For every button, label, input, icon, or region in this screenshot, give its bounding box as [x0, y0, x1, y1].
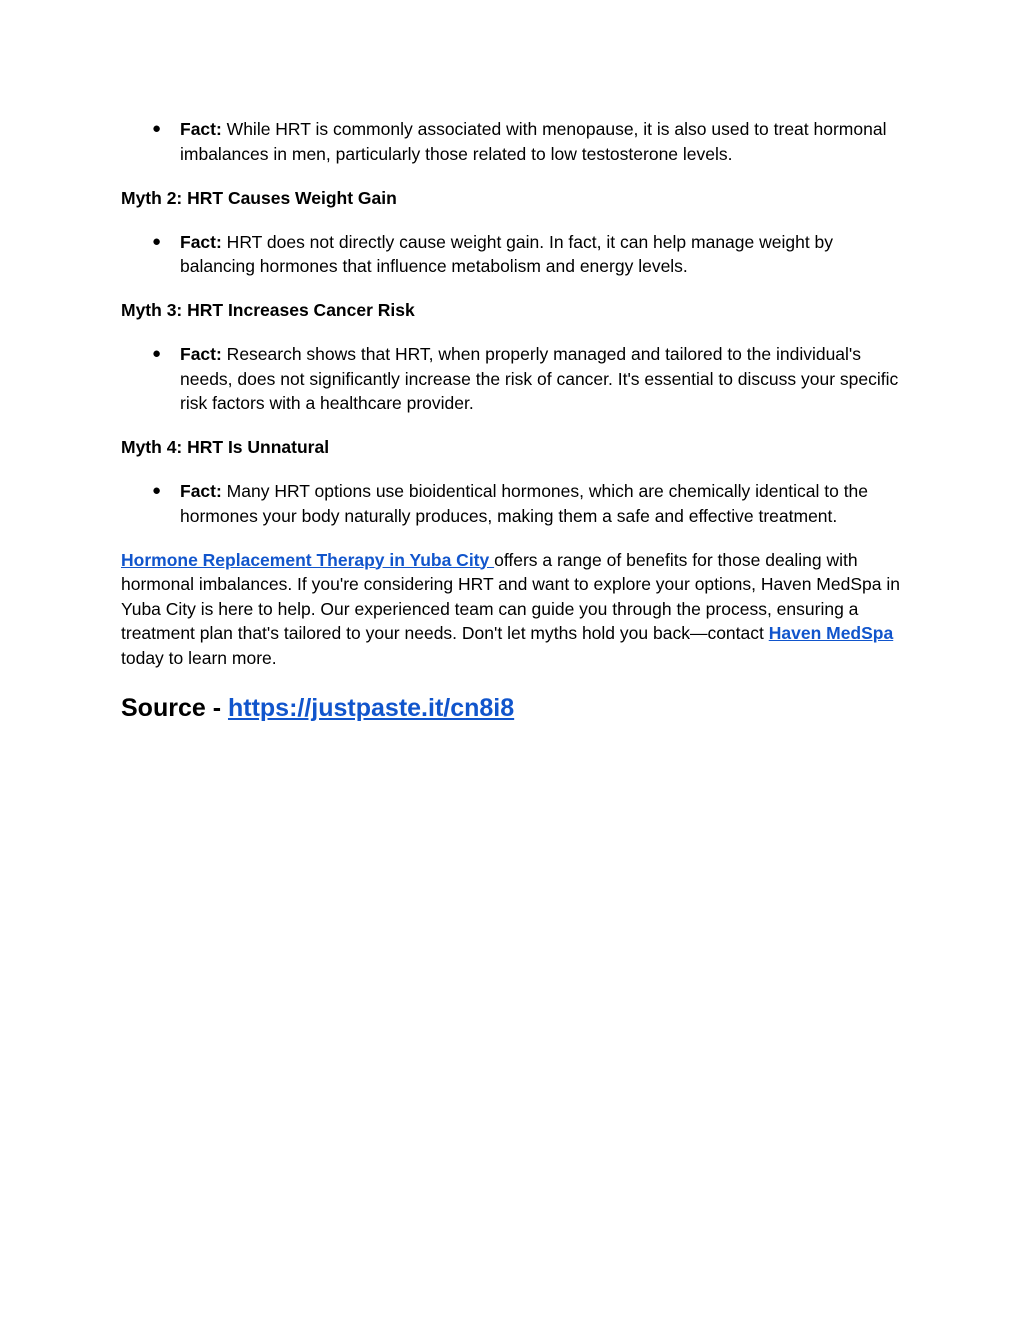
closing-text-2: today to learn more.: [121, 647, 277, 668]
bullet-icon: ●: [152, 482, 162, 499]
fact-label: Fact:: [180, 481, 222, 501]
fact-list-3: [121, 342, 911, 416]
document-content: [121, 117, 911, 724]
fact-list-4: [121, 479, 911, 528]
bullet-icon: ●: [152, 120, 162, 137]
fact-item: [121, 117, 911, 166]
source-url-link[interactable]: https://justpaste.it/cn8i8: [227, 694, 515, 722]
closing-text-1: offers a range of benefits for those dealing with hormonal imbalances. If you're considering HRT and want to explore your options, Haven MedSpa in Yuba City is here to help. Our experienced team can guide you through the process, ensuring a treatment plan that's tailored to your needs. Don't let myths hold you back—contact: [121, 549, 900, 643]
hrt-yuba-city-link[interactable]: Hormone Replacement Therapy in Yuba City: [121, 549, 495, 570]
myth-2-heading: Myth 2: HRT Causes Weight Gain: [121, 187, 397, 208]
bullet-icon: ●: [152, 345, 162, 362]
myth-3-heading: Myth 3: HRT Increases Cancer Risk: [121, 300, 415, 320]
bullet-icon: ●: [152, 232, 162, 250]
fact-item: [121, 230, 911, 279]
fact-list-1: [121, 117, 911, 166]
haven-medspa-link[interactable]: Haven MedSpa: [768, 623, 894, 643]
fact-list-2: [121, 230, 911, 279]
source-heading: [121, 692, 911, 724]
fact-label: Fact:: [180, 344, 222, 364]
fact-text: Research shows that HRT, when properly managed and tailored to the individual's needs, does not significantly increase the risk of cancer. It's essential to discuss your specific risk factors with a healthcare provider.: [180, 344, 899, 413]
fact-text: Many HRT options use bioidentical hormones, which are chemically identical to the hormones your body naturally produces, making them a safe and effective treatment.: [180, 481, 869, 526]
fact-item: [121, 479, 911, 528]
fact-label: Fact:: [180, 119, 222, 139]
closing-paragraph: [121, 548, 911, 671]
source-label: Source -: [121, 694, 228, 722]
fact-text: While HRT is commonly associated with menopause, it is also used to treat hormonal imbalances in men, particularly those related to low testosterone levels.: [180, 119, 887, 164]
myth-4-heading: Myth 4: HRT Is Unnatural: [121, 437, 330, 457]
fact-label: Fact:: [180, 231, 222, 252]
fact-text: HRT does not directly cause weight gain. In fact, it can help manage weight by balancing hormones that influence metabolism and energy levels.: [180, 231, 834, 276]
fact-item: [121, 342, 911, 416]
